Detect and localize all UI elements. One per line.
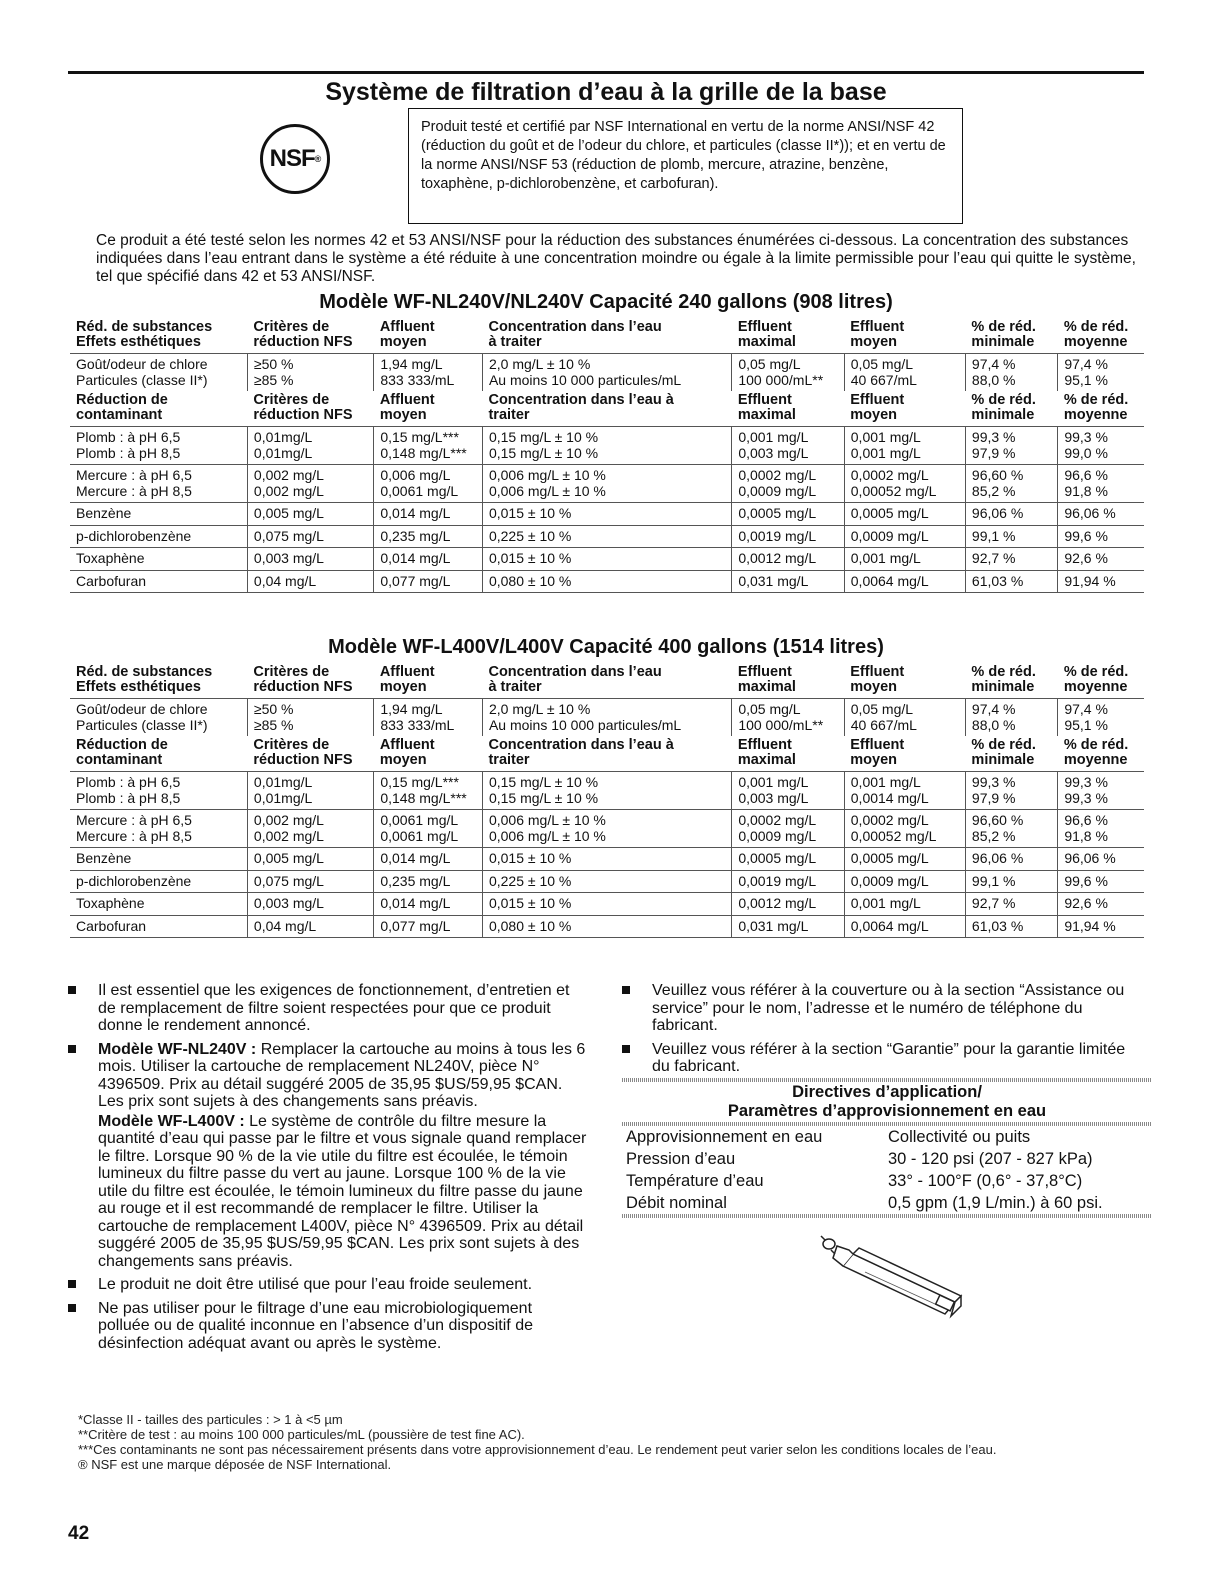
table-cell: 0,0009 mg/L: [844, 870, 965, 893]
bullet-warranty: [622, 1041, 1142, 1076]
table-cell: Carbofuran: [70, 915, 247, 938]
directives-row: [622, 1192, 1152, 1214]
table-cell: 1,94 mg/L 833 333/mL: [374, 354, 483, 392]
table-cell: 0,0019 mg/L: [732, 870, 844, 893]
bullet-text: [98, 1041, 588, 1111]
table-cell: Affluent moyen: [379, 664, 435, 695]
directives-key: Débit nominal: [626, 1194, 727, 1212]
table-cell: 99,3 % 99,3 %: [1058, 772, 1144, 810]
table-cell: 96,06 %: [965, 848, 1057, 871]
table-header-row: [70, 318, 1144, 354]
directives-value: Collectivité ou puits: [888, 1128, 1031, 1146]
bullet-warning: [68, 1300, 588, 1353]
table-cell: 0,0061 mg/L 0,0061 mg/L: [374, 810, 483, 848]
table-cell: 99,1 %: [965, 870, 1057, 893]
table-cell: 0,0002 mg/L 0,00052 mg/L: [844, 810, 965, 848]
table-cell: 0,001 mg/L 0,001 mg/L: [844, 427, 965, 465]
table-cell: 0,005 mg/L: [247, 503, 373, 526]
table-cell: Plomb : à pH 6,5 Plomb : à pH 8,5: [70, 772, 247, 810]
table-cell: 0,05 mg/L 100 000/mL**: [732, 699, 844, 737]
footnote: ® NSF est une marque déposée de NSF International.: [78, 1457, 392, 1472]
table-cell: 0,0002 mg/L 0,0009 mg/L: [732, 810, 844, 848]
table-cell: 96,6 % 91,8 %: [1058, 810, 1144, 848]
table-cell: 99,6 %: [1058, 870, 1144, 893]
table-cell: Toxaphène: [70, 893, 247, 916]
table-cell: 0,015 ± 10 %: [482, 893, 731, 916]
table-cell: 0,05 mg/L 40 667/mL: [844, 354, 965, 392]
table-cell: Critères de réduction NFS: [253, 319, 353, 350]
table-cell: 0,077 mg/L: [374, 570, 483, 593]
table-cell: % de réd. moyenne: [1063, 319, 1129, 350]
footnote: ***Ces contaminants ne sont pas nécessairement présents dans votre approvisionnement d’eau. Le rendement peut varier selon les conditions locales de l’eau.: [78, 1442, 997, 1457]
table-row: [70, 548, 1144, 571]
bullet-models: [68, 1041, 588, 1271]
table-cell: Mercure : à pH 6,5 Mercure : à pH 8,5: [70, 810, 247, 848]
directives-table: [622, 1078, 1152, 1218]
table-row: [70, 525, 1144, 548]
table-cell: 0,006 mg/L ± 10 % 0,006 mg/L ± 10 %: [482, 810, 731, 848]
table-row: [70, 503, 1144, 526]
bullet-text: Veuillez vous référer à la section “Garantie” pour la garantie limitée du fabricant.: [652, 1040, 1126, 1075]
table-cell: 0,001 mg/L: [844, 893, 965, 916]
page-number: 42: [68, 1523, 90, 1544]
nsf-logo: NSF ®: [260, 124, 330, 194]
table-cell: 0,0005 mg/L: [844, 503, 965, 526]
table-cell: 92,6 %: [1058, 893, 1144, 916]
table-cell: Réd. de substances Effets esthétiques: [76, 319, 213, 350]
table-cell: 0,002 mg/L 0,002 mg/L: [247, 465, 373, 503]
directives-key: Température d’eau: [626, 1172, 764, 1190]
table-cell: 92,7 %: [965, 548, 1057, 571]
table-cell: 96,6 % 91,8 %: [1058, 465, 1144, 503]
model-text: Le système de contrôle du filtre mesure la quantité d’eau qui passe par le filtre et vous signale quand remplacer le filtre. Lorsque 90 % de la vie utile du filtre est écoulée, le témoin lumineux du filtre passe du vert au jaune. Lorsque 100 % de la vie utile du filtre est écoulée, le témoin lumineux du filtre passe du jaune au rouge et il est recommandé de remplacer le filtre. Utiliser la cartouche de remplacement L400V, pièce N° 4396509. Prix au détail suggéré 2005 de 35,95 $US/59,95 $CAN. Les prix sont sujets à des changements sans préavis.: [98, 1112, 587, 1270]
table-cell: Effluent moyen: [850, 737, 905, 768]
table-cell: 0,077 mg/L: [374, 915, 483, 938]
directives-value: 33° - 100°F (0,6° - 37,8°C): [888, 1172, 1083, 1190]
model-label: Modèle WF-L400V :: [98, 1112, 245, 1130]
table-cell: 0,0019 mg/L: [732, 525, 844, 548]
table-cell: 99,1 %: [965, 525, 1057, 548]
table-cell: Concentration dans l’eau à traiter: [488, 664, 662, 695]
nsf-logo-text: NSF: [269, 145, 315, 172]
table1-title: Modèle WF-NL240V/NL240V Capacité 240 gallons (908 litres): [319, 291, 893, 313]
directives-key: Pression d’eau: [626, 1150, 736, 1168]
table-cell: 0,235 mg/L: [374, 525, 483, 548]
table-cell: 96,06 %: [965, 503, 1057, 526]
table-cell: Réduction de contaminant: [76, 392, 168, 423]
table-row: [70, 570, 1144, 593]
table-cell: 0,015 ± 10 %: [482, 503, 731, 526]
table-cell: % de réd. minimale: [971, 319, 1036, 350]
table-cell: 0,031 mg/L: [732, 915, 844, 938]
table-cell: 0,15 mg/L*** 0,148 mg/L***: [374, 427, 483, 465]
table-row: [70, 427, 1144, 465]
table-cell: Critères de réduction NFS: [253, 737, 353, 768]
model-label: Modèle WF-NL240V :: [98, 1040, 257, 1058]
table-row: [70, 893, 1144, 916]
top-rule: [68, 71, 1144, 74]
table-header-row: [70, 736, 1144, 772]
table-cell: 99,6 %: [1058, 525, 1144, 548]
bullet-text: Ne pas utiliser pour le filtrage d’une eau microbiologiquement polluée ou de qualité inconnue en l’absence d’un dispositif de désinfection adéquat avant ou après le système.: [98, 1299, 533, 1352]
table-cell: 91,94 %: [1058, 570, 1144, 593]
table-cell: ≥50 % ≥85 %: [247, 699, 373, 737]
footnote: **Critère de test : au moins 100 000 particules/mL (poussière de test fine AC).: [78, 1427, 525, 1442]
table-cell: 96,60 % 85,2 %: [965, 465, 1057, 503]
table-cell: 91,94 %: [1058, 915, 1144, 938]
table-cell: Effluent moyen: [850, 319, 905, 350]
table-cell: 0,225 ± 10 %: [482, 870, 731, 893]
table-cell: 0,006 mg/L 0,0061 mg/L: [374, 465, 483, 503]
table-cell: 0,005 mg/L: [247, 848, 373, 871]
table-cell: Concentration dans l’eau à traiter: [488, 737, 674, 768]
table-cell: Benzène: [70, 503, 247, 526]
table-cell: 61,03 %: [965, 915, 1057, 938]
table-cell: 0,015 ± 10 %: [482, 548, 731, 571]
table-cell: % de réd. minimale: [971, 664, 1036, 695]
table-cell: Effluent maximal: [737, 319, 796, 350]
table-cell: 96,60 % 85,2 %: [965, 810, 1057, 848]
table-cell: 0,003 mg/L: [247, 548, 373, 571]
table-cell: 0,0005 mg/L: [844, 848, 965, 871]
table-cell: 0,0005 mg/L: [732, 848, 844, 871]
table-cell: 0,001 mg/L 0,003 mg/L: [732, 427, 844, 465]
table-cell: 99,3 % 97,9 %: [965, 427, 1057, 465]
table-cell: % de réd. moyenne: [1063, 664, 1129, 695]
table-cell: 0,015 ± 10 %: [482, 848, 731, 871]
table-cell: 0,15 mg/L ± 10 % 0,15 mg/L ± 10 %: [482, 427, 731, 465]
table-cell: p-dichlorobenzène: [70, 870, 247, 893]
table-header-row: [70, 391, 1144, 427]
bullet-text: Il est essentiel que les exigences de fonctionnement, d’entretien et de remplacement de filtre soient respectées pour que ce produit donne le rendement annoncé.: [98, 982, 570, 1034]
table-header-row: [70, 663, 1144, 699]
directives-key: Approvisionnement en eau: [626, 1128, 823, 1146]
table-cell: 0,001 mg/L 0,0014 mg/L: [844, 772, 965, 810]
table-cell: 96,06 %: [1058, 848, 1144, 871]
bullet-cold-water: [68, 1276, 588, 1294]
directives-value: 30 - 120 psi (207 - 827 kPa): [888, 1150, 1093, 1168]
table-cell: 0,031 mg/L: [732, 570, 844, 593]
table-cell: 97,4 % 95,1 %: [1058, 354, 1144, 392]
table-cell: Carbofuran: [70, 570, 247, 593]
footnotes: [78, 1412, 1158, 1472]
table2-title: Modèle WF-L400V/L400V Capacité 400 gallons (1514 litres): [328, 636, 884, 658]
table-cell: 0,0005 mg/L: [732, 503, 844, 526]
table-cell: 0,0064 mg/L: [844, 915, 965, 938]
table-row: [70, 699, 1144, 737]
table-cell: 2,0 mg/L ± 10 % Au moins 10 000 particules/mL: [482, 699, 731, 737]
table-cell: Réduction de contaminant: [76, 737, 168, 768]
bullet-assistance: [622, 982, 1142, 1035]
directives-row: [622, 1126, 1152, 1148]
table-cell: 0,075 mg/L: [247, 870, 373, 893]
table-cell: 61,03 %: [965, 570, 1057, 593]
certification-box: Produit testé et certifié par NSF International en vertu de la norme ANSI/NSF 42 (réduction du goût et de l’odeur du chlore, et particules (classe II*)); et en vertu de la norme ANSI/NSF 53 (réduction de plomb, mercure, atrazine, benzène, toxaphène, p-dichlorobenzène, et carbofuran).: [408, 108, 963, 224]
table-cell: 0,15 mg/L ± 10 % 0,15 mg/L ± 10 %: [482, 772, 731, 810]
table-row: [70, 915, 1144, 938]
table-cell: Affluent moyen: [379, 319, 435, 350]
bullet-text: [98, 1113, 588, 1271]
table-cell: 99,3 % 97,9 %: [965, 772, 1057, 810]
table-cell: 96,06 %: [1058, 503, 1144, 526]
page-title: Système de filtration d’eau à la grille de la base: [325, 78, 887, 106]
table-cell: Benzène: [70, 848, 247, 871]
table-cell: 0,014 mg/L: [374, 848, 483, 871]
table-cell: Critères de réduction NFS: [253, 392, 353, 423]
table-cell: 0,014 mg/L: [374, 503, 483, 526]
table-cell: 0,014 mg/L: [374, 893, 483, 916]
table-cell: 0,01mg/L 0,01mg/L: [247, 427, 373, 465]
table-cell: Goût/odeur de chlore Particules (classe II*): [70, 354, 247, 392]
table-cell: 0,006 mg/L ± 10 % 0,006 mg/L ± 10 %: [482, 465, 731, 503]
table-cell: Effluent maximal: [737, 737, 796, 768]
table-l400v: [70, 663, 1144, 938]
right-bullets: [622, 982, 1142, 1082]
table-cell: % de réd. moyenne: [1063, 392, 1129, 423]
table-cell: ≥50 % ≥85 %: [247, 354, 373, 392]
table-nl240v: [70, 318, 1144, 593]
table-cell: 97,4 % 88,0 %: [965, 354, 1057, 392]
table-cell: Critères de réduction NFS: [253, 664, 353, 695]
directives-row: [622, 1170, 1152, 1192]
footnote: *Classe II - tailles des particules : > 1 à <5 µm: [78, 1412, 343, 1427]
table-row: [70, 810, 1144, 848]
table-cell: Concentration dans l’eau à traiter: [488, 319, 662, 350]
bullet-requirements: [68, 982, 588, 1035]
table-cell: 97,4 % 88,0 %: [965, 699, 1057, 737]
table-cell: % de réd. minimale: [971, 737, 1036, 768]
table-cell: Plomb : à pH 6,5 Plomb : à pH 8,5: [70, 427, 247, 465]
table-cell: 0,05 mg/L 100 000/mL**: [732, 354, 844, 392]
model-text: Remplacer la cartouche au moins à tous les 6 mois. Utiliser la cartouche de remplacement NL240V, pièce N° 4396509. Prix au détail suggéré 2005 de 35,95 $US/59,95 $CAN. Les prix sont sujets à des changements sans préavis.: [98, 1040, 586, 1110]
table-cell: 0,0064 mg/L: [844, 570, 965, 593]
table-cell: 0,0009 mg/L: [844, 525, 965, 548]
table-cell: 0,235 mg/L: [374, 870, 483, 893]
directives-title-line2: Paramètres d’approvisionnement en eau: [727, 1102, 1047, 1120]
table-cell: Mercure : à pH 6,5 Mercure : à pH 8,5: [70, 465, 247, 503]
table-cell: Affluent moyen: [379, 392, 435, 423]
table-cell: 92,7 %: [965, 893, 1057, 916]
table-cell: Effluent moyen: [850, 664, 905, 695]
bullet-text: Veuillez vous référer à la couverture ou à la section “Assistance ou service” pour le nom, l’adresse et le numéro de téléphone du fabricant.: [652, 982, 1125, 1034]
directives-value: 0,5 gpm (1,9 L/min.) à 60 psi.: [888, 1194, 1103, 1212]
table-cell: 0,0002 mg/L 0,00052 mg/L: [844, 465, 965, 503]
table-cell: 1,94 mg/L 833 333/mL: [374, 699, 483, 737]
directives-title-line1: Directives d’application/: [792, 1083, 982, 1101]
table-cell: p-dichlorobenzène: [70, 525, 247, 548]
table-cell: 99,3 % 99,0 %: [1058, 427, 1144, 465]
table-cell: Affluent moyen: [379, 737, 435, 768]
table-cell: 0,0012 mg/L: [732, 893, 844, 916]
directives-rows: [622, 1126, 1152, 1214]
directives-title: [622, 1082, 1152, 1122]
table-cell: 0,080 ± 10 %: [482, 915, 731, 938]
table-cell: 0,075 mg/L: [247, 525, 373, 548]
bullet-text: Le produit ne doit être utilisé que pour l’eau froide seulement.: [98, 1276, 533, 1293]
table-cell: 2,0 mg/L ± 10 % Au moins 10 000 particules/mL: [482, 354, 731, 392]
table-cell: Effluent maximal: [737, 664, 796, 695]
table-cell: 0,014 mg/L: [374, 548, 483, 571]
table-cell: 0,0002 mg/L 0,0009 mg/L: [732, 465, 844, 503]
hatch-divider: [622, 1214, 1152, 1218]
table-cell: 92,6 %: [1058, 548, 1144, 571]
table-cell: Concentration dans l’eau à traiter: [488, 392, 674, 423]
intro-paragraph: Ce produit a été testé selon les normes 42 et 53 ANSI/NSF pour la réduction des substances énumérées ci-dessous. La concentration des substances indiquées dans l’eau entrant dans le système a été réduite à une concentration moindre ou égale à la limite permissible pour l’eau qui quitte le système, tel que spécifié dans 42 et 53 ANSI/NSF.: [96, 232, 1136, 285]
directives-row: [622, 1148, 1152, 1170]
table-cell: Effluent maximal: [737, 392, 796, 423]
table-cell: 0,001 mg/L 0,003 mg/L: [732, 772, 844, 810]
table-row: [70, 772, 1144, 810]
table-cell: Toxaphène: [70, 548, 247, 571]
filter-cartridge-icon: [815, 1232, 975, 1322]
table-cell: % de réd. minimale: [971, 392, 1036, 423]
left-bullets: [68, 982, 588, 1358]
table-cell: 0,04 mg/L: [247, 915, 373, 938]
table-cell: 0,05 mg/L 40 667/mL: [844, 699, 965, 737]
table-cell: 0,01mg/L 0,01mg/L: [247, 772, 373, 810]
table-cell: Goût/odeur de chlore Particules (classe II*): [70, 699, 247, 737]
table-row: [70, 848, 1144, 871]
table-cell: 0,002 mg/L 0,002 mg/L: [247, 810, 373, 848]
table-row: [70, 870, 1144, 893]
table-cell: 0,080 ± 10 %: [482, 570, 731, 593]
table-cell: Réd. de substances Effets esthétiques: [76, 664, 213, 695]
table-row: [70, 354, 1144, 392]
table-cell: 0,003 mg/L: [247, 893, 373, 916]
table-cell: Effluent moyen: [850, 392, 905, 423]
table-cell: 0,225 ± 10 %: [482, 525, 731, 548]
table-cell: 0,0012 mg/L: [732, 548, 844, 571]
table-cell: 97,4 % 95,1 %: [1058, 699, 1144, 737]
table-cell: 0,04 mg/L: [247, 570, 373, 593]
table-cell: % de réd. moyenne: [1063, 737, 1129, 768]
table-cell: 0,15 mg/L*** 0,148 mg/L***: [374, 772, 483, 810]
table-cell: 0,001 mg/L: [844, 548, 965, 571]
table-row: [70, 465, 1144, 503]
